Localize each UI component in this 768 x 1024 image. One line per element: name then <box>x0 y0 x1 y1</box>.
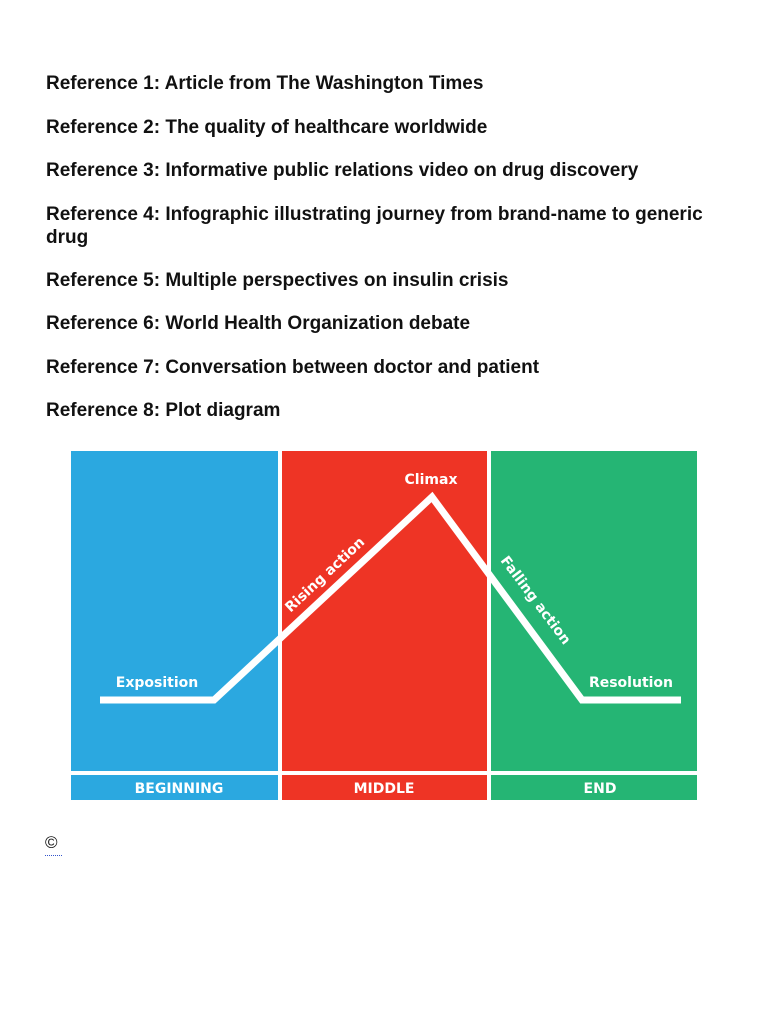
falling-action-label: Falling action <box>496 553 574 648</box>
panel-end <box>491 451 697 771</box>
reference-2: Reference 2: The quality of healthcare worldwide <box>46 117 488 138</box>
climax-label: Climax <box>404 472 458 488</box>
panel-beginning <box>71 451 278 771</box>
reference-7: Reference 7: Conversation between doctor and patient <box>46 357 540 378</box>
rising-action-label: Rising action <box>282 534 369 616</box>
reference-4: Reference 4: Infographic illustrating journey from brand-name to generic drug <box>46 204 703 248</box>
reference-5: Reference 5: Multiple perspectives on insulin crisis <box>46 270 509 291</box>
beginning-label: BEGINNING <box>134 781 224 797</box>
resolution-label: Resolution <box>588 675 674 691</box>
reference-3: Reference 3: Informative public relations video on drug discovery <box>46 160 639 181</box>
exposition-label: Exposition <box>115 675 199 691</box>
reference-1: Reference 1: Article from The Washington Times <box>46 73 484 94</box>
reference-6: Reference 6: World Health Organization debate <box>46 313 471 334</box>
end-label: END <box>583 781 617 797</box>
reference-8: Reference 8: Plot diagram <box>46 400 281 421</box>
middle-label: MIDDLE <box>353 781 415 797</box>
copyright-link-underline <box>45 855 62 856</box>
copyright-symbol[interactable]: © <box>45 833 58 852</box>
